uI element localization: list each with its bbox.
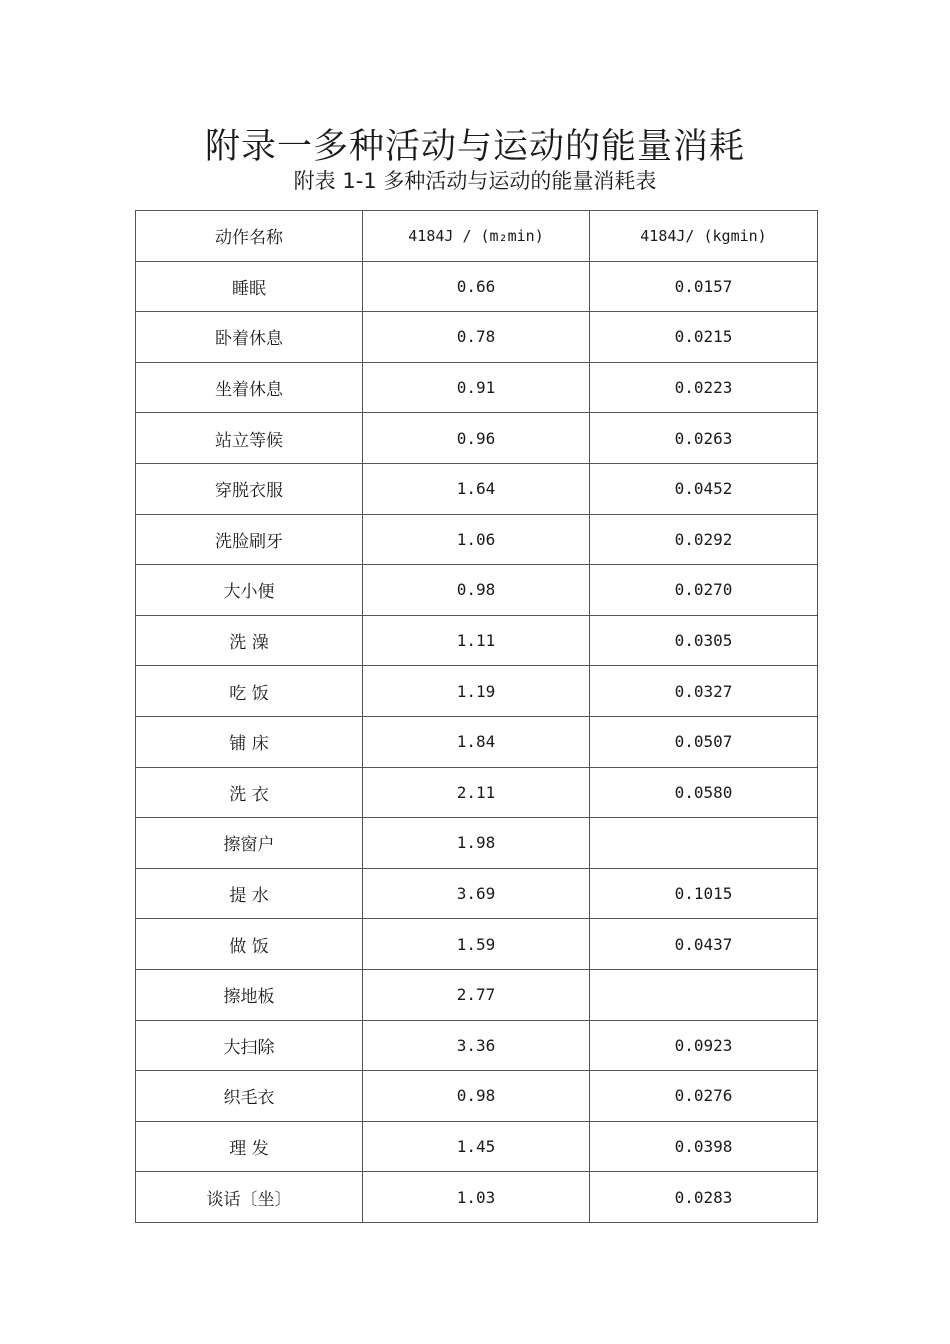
activity-cell: 站立等候 bbox=[136, 413, 363, 464]
table-row bbox=[136, 868, 818, 919]
per-kg-min-cell: 0.0305 bbox=[590, 615, 818, 666]
activity-cell: 谈话〔坐〕 bbox=[136, 1172, 363, 1223]
table-row bbox=[136, 514, 818, 565]
page-title: 附录一多种活动与运动的能量消耗 bbox=[204, 127, 745, 168]
per-kg-min-cell: 0.0507 bbox=[590, 716, 818, 767]
table-row bbox=[136, 1071, 818, 1122]
per-kg-min-cell: 0.0157 bbox=[590, 261, 818, 312]
table-row bbox=[136, 818, 818, 869]
activity-cell: 洗 衣 bbox=[136, 767, 363, 818]
header-activity-name: 动作名称 bbox=[136, 211, 363, 262]
table-header-row bbox=[136, 211, 818, 262]
activity-cell: 擦窗户 bbox=[136, 818, 363, 869]
per-m2-min-cell: 1.98 bbox=[363, 818, 590, 869]
table-caption: 附表 1-1 多种活动与运动的能量消耗表 bbox=[293, 169, 657, 193]
per-m2-min-cell: 2.77 bbox=[363, 969, 590, 1020]
activity-cell: 擦地板 bbox=[136, 969, 363, 1020]
header-per-kg-min: 4184J/ (kgmin) bbox=[590, 211, 818, 262]
per-kg-min-cell: 0.0283 bbox=[590, 1172, 818, 1223]
table-row bbox=[136, 1121, 818, 1172]
table-row bbox=[136, 1172, 818, 1223]
per-kg-min-cell: 0.0437 bbox=[590, 919, 818, 970]
per-m2-min-cell: 0.78 bbox=[363, 312, 590, 363]
per-kg-min-cell bbox=[590, 818, 818, 869]
per-m2-min-cell: 3.69 bbox=[363, 868, 590, 919]
per-kg-min-cell: 0.0327 bbox=[590, 666, 818, 717]
table-row bbox=[136, 919, 818, 970]
activity-cell: 吃 饭 bbox=[136, 666, 363, 717]
per-kg-min-cell: 0.0452 bbox=[590, 463, 818, 514]
table-row bbox=[136, 261, 818, 312]
table-row bbox=[136, 969, 818, 1020]
per-kg-min-cell bbox=[590, 969, 818, 1020]
per-m2-min-cell: 1.03 bbox=[363, 1172, 590, 1223]
per-kg-min-cell: 0.1015 bbox=[590, 868, 818, 919]
table-row bbox=[136, 565, 818, 616]
energy-consumption-table bbox=[135, 210, 818, 1223]
per-m2-min-cell: 0.98 bbox=[363, 565, 590, 616]
table-row bbox=[136, 362, 818, 413]
table-row bbox=[136, 615, 818, 666]
per-m2-min-cell: 1.45 bbox=[363, 1121, 590, 1172]
activity-cell: 提 水 bbox=[136, 868, 363, 919]
per-kg-min-cell: 0.0580 bbox=[590, 767, 818, 818]
activity-cell: 坐着休息 bbox=[136, 362, 363, 413]
activity-cell: 大扫除 bbox=[136, 1020, 363, 1071]
per-m2-min-cell: 1.11 bbox=[363, 615, 590, 666]
table-row bbox=[136, 666, 818, 717]
per-kg-min-cell: 0.0270 bbox=[590, 565, 818, 616]
table-row bbox=[136, 1020, 818, 1071]
per-m2-min-cell: 0.66 bbox=[363, 261, 590, 312]
per-m2-min-cell: 1.06 bbox=[363, 514, 590, 565]
activity-cell: 织毛衣 bbox=[136, 1071, 363, 1122]
table-row bbox=[136, 767, 818, 818]
per-m2-min-cell: 1.19 bbox=[363, 666, 590, 717]
activity-cell: 理 发 bbox=[136, 1121, 363, 1172]
per-kg-min-cell: 0.0276 bbox=[590, 1071, 818, 1122]
activity-cell: 卧着休息 bbox=[136, 312, 363, 363]
activity-cell: 穿脱衣服 bbox=[136, 463, 363, 514]
header-per-m2-min: 4184J / (m₂min) bbox=[363, 211, 590, 262]
activity-cell: 大小便 bbox=[136, 565, 363, 616]
activity-cell: 洗脸刷牙 bbox=[136, 514, 363, 565]
per-m2-min-cell: 1.59 bbox=[363, 919, 590, 970]
per-kg-min-cell: 0.0398 bbox=[590, 1121, 818, 1172]
per-m2-min-cell: 0.96 bbox=[363, 413, 590, 464]
activity-cell: 做 饭 bbox=[136, 919, 363, 970]
per-kg-min-cell: 0.0223 bbox=[590, 362, 818, 413]
per-m2-min-cell: 0.98 bbox=[363, 1071, 590, 1122]
per-m2-min-cell: 3.36 bbox=[363, 1020, 590, 1071]
table-row bbox=[136, 716, 818, 767]
per-m2-min-cell: 0.91 bbox=[363, 362, 590, 413]
table-row bbox=[136, 463, 818, 514]
table-row bbox=[136, 413, 818, 464]
per-m2-min-cell: 2.11 bbox=[363, 767, 590, 818]
table-row bbox=[136, 312, 818, 363]
per-kg-min-cell: 0.0292 bbox=[590, 514, 818, 565]
activity-cell: 睡眠 bbox=[136, 261, 363, 312]
activity-cell: 铺 床 bbox=[136, 716, 363, 767]
per-kg-min-cell: 0.0263 bbox=[590, 413, 818, 464]
per-kg-min-cell: 0.0923 bbox=[590, 1020, 818, 1071]
per-kg-min-cell: 0.0215 bbox=[590, 312, 818, 363]
per-m2-min-cell: 1.84 bbox=[363, 716, 590, 767]
activity-cell: 洗 澡 bbox=[136, 615, 363, 666]
per-m2-min-cell: 1.64 bbox=[363, 463, 590, 514]
